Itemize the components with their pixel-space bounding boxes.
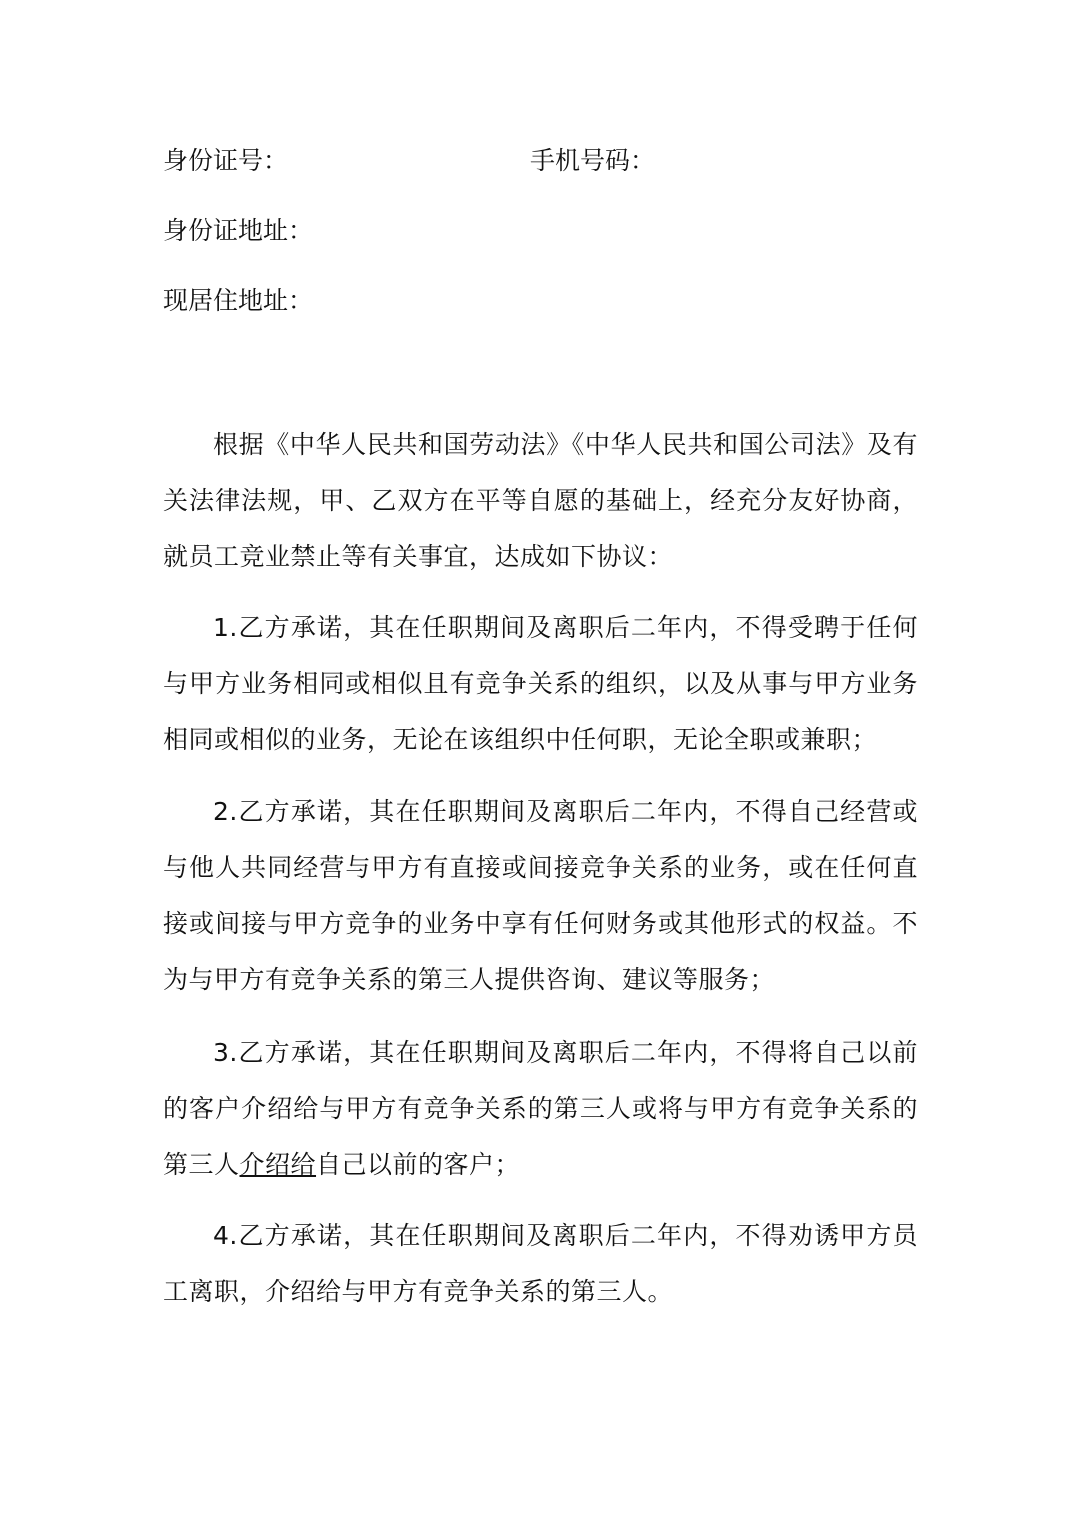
clause-3-text-after: 自己以前的客户；	[316, 1150, 521, 1179]
id-address-label: 身份证地址：	[163, 216, 314, 245]
clause-3-paragraph	[163, 1025, 918, 1193]
current-address-label: 现居住地址：	[163, 286, 314, 315]
phone-number-label: 手机号码：	[530, 146, 656, 175]
clause-4-paragraph: 4.乙方承诺，其在任职期间及离职后二年内，不得劝诱甲方员工离职，介绍给与甲方有竞争关系的第三人。	[163, 1221, 918, 1306]
clause-3-text-before: 3.乙方承诺，其在任职期间及离职后二年内，不得将自己以前的客户介绍给与甲方有竞争关系的第三人或将与甲方有竞争关系的第三人	[163, 1038, 918, 1179]
id-number-label: 身份证号：	[163, 146, 289, 175]
intro-paragraph: 根据《中华人民共和国劳动法》《中华人民共和国公司法》及有关法律法规，甲、乙双方在平等自愿的基础上，经充分友好协商，就员工竞业禁止等有关事宜，达成如下协议：	[163, 430, 918, 571]
clause-1-paragraph: 1.乙方承诺，其在任职期间及离职后二年内，不得受聘于任何与甲方业务相同或相似且有竞争关系的组织，以及从事与甲方业务相同或相似的业务，无论在该组织中任何职，无论全职或兼职；	[163, 613, 918, 754]
clause-2-paragraph: 2.乙方承诺，其在任职期间及离职后二年内，不得自己经营或与他人共同经营与甲方有直接或间接竞争关系的业务，或在任何直接或间接与甲方竞争的业务中享有任何财务或其他形式的权益。不为与甲方有竞争关系的第三人提供咨询、建议等服务；	[163, 797, 918, 994]
clause-3-underlined-text: 介绍给	[239, 1150, 317, 1179]
